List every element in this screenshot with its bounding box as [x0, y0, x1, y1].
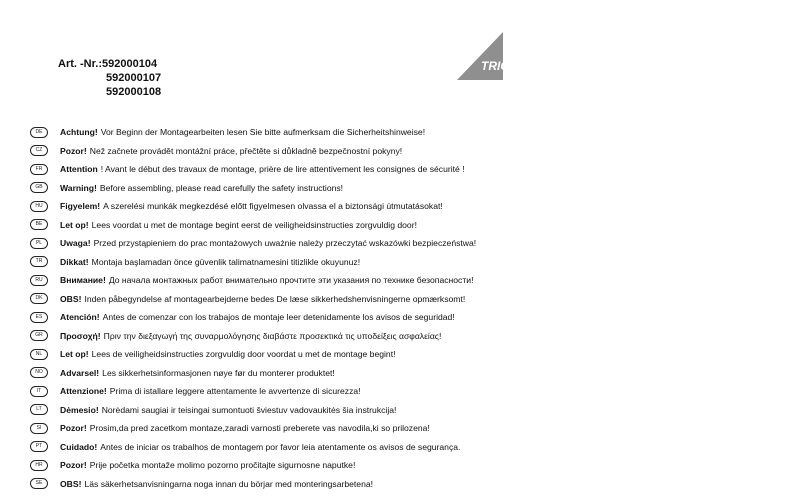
warning-row	[30, 271, 790, 290]
warning-lead: Uwaga!	[60, 238, 91, 249]
country-code-badge: HU	[30, 201, 48, 212]
warning-row	[30, 160, 790, 179]
warning-text: Przed przystąpieniem do prac montażowych uważnie należy przeczytać wskazówki bezpieczeństwa!	[93, 238, 477, 249]
article-number: 592000104	[102, 58, 158, 70]
article-number-row	[58, 57, 161, 71]
warning-lead: Attenzione!	[60, 386, 107, 397]
country-code-badge: TR	[30, 256, 48, 267]
warning-row	[30, 142, 790, 161]
safety-warnings-list	[30, 123, 790, 493]
article-number-row	[58, 71, 161, 85]
warning-row	[30, 401, 790, 420]
warning-text: Prije početka montaže molimo pozorno pročitajte sigurnosne naputke!	[89, 460, 356, 471]
article-number: 592000108	[106, 86, 162, 98]
warning-text: Inden påbegyndelse af montagearbejderne bedes De læse sikkerhedshenvisningerne opmærksomt!	[84, 293, 466, 304]
warning-lead: Figyelem!	[60, 201, 101, 212]
warning-text: Läs säkerhetsanvisningarna noga innan du börjar med monteringsarbetena!	[84, 478, 374, 489]
warning-lead: OBS!	[60, 478, 82, 489]
warning-text: ! Avant le début des travaux de montage, prière de lire attentivement les consignes de sécurité !	[100, 164, 465, 175]
warning-row	[30, 456, 790, 475]
country-code-badge: GB	[30, 182, 48, 193]
country-code-badge: PT	[30, 441, 48, 452]
warning-lead: Let op!	[60, 349, 89, 360]
warning-text: Lees voordat u met de montage begint eerst de veiligheidsinstructies zorgvuldig door!	[91, 219, 417, 230]
warning-row	[30, 253, 790, 272]
warning-row	[30, 345, 790, 364]
warning-text: Les sikkerhetsinformasjonen nøye før du monterer produktet!	[102, 367, 335, 378]
warning-lead: OBS!	[60, 293, 82, 304]
warning-lead: Προσοχή!	[60, 330, 101, 341]
country-code-badge: DE	[30, 127, 48, 138]
warning-row	[30, 216, 790, 235]
warning-text: До начала монтажных работ внимательно прочтите эти указания по технике безопасности!	[108, 275, 474, 286]
warning-row	[30, 327, 790, 346]
warning-row	[30, 197, 790, 216]
warning-lead: Dėmesio!	[60, 404, 99, 415]
country-code-badge: FR	[30, 164, 48, 175]
country-code-badge: CZ	[30, 145, 48, 156]
warning-lead: Dikkat!	[60, 256, 89, 267]
warning-text: Antes de comenzar con los trabajos de montaje leer detenidamente los avisos de seguridad!	[102, 312, 455, 323]
country-code-badge: DK	[30, 293, 48, 304]
warning-lead: Achtung!	[60, 127, 98, 138]
warning-lead: Advarsel!	[60, 367, 100, 378]
warning-text: Prima di istallare leggere attentamente le avvertenze di sicurezza!	[109, 386, 361, 397]
country-code-badge: IT	[30, 386, 48, 397]
warning-text: Πριν την διεξαγωγή της συναρμολόγησης διαβάστε προσεκτικά τις υποδείξεις ασφαλείας!	[103, 330, 442, 341]
country-code-badge: BE	[30, 219, 48, 230]
article-number-label: Art. -Nr.:	[58, 58, 102, 70]
warning-row	[30, 364, 790, 383]
warning-row	[30, 419, 790, 438]
warning-lead: Pozor!	[60, 423, 87, 434]
warning-row	[30, 123, 790, 142]
warning-row	[30, 308, 790, 327]
warning-lead: Warning!	[60, 182, 97, 193]
warning-text: Vor Beginn der Montagearbeiten lesen Sie bitte aufmerksam die Sicherheitshinweise!	[100, 127, 426, 138]
logo-text: TRIO	[481, 59, 510, 73]
warning-row	[30, 179, 790, 198]
warning-row	[30, 475, 790, 494]
warning-row	[30, 438, 790, 457]
country-code-badge: NO	[30, 367, 48, 378]
country-code-badge: SI	[30, 423, 48, 434]
warning-text: Montaja başlamadan önce güvenlik talimatnamesini titizlikle okuyunuz!	[91, 256, 361, 267]
warning-text: A szerelési munkák megkezdésé előtt figyelmesen olvassa el a biztonsági útmutatásokat!	[103, 201, 443, 212]
country-code-badge: NL	[30, 349, 48, 360]
warning-lead: Atención!	[60, 312, 100, 323]
article-number: 592000107	[106, 72, 162, 84]
country-code-badge: ES	[30, 312, 48, 323]
country-code-badge: SE	[30, 478, 48, 489]
warning-text: Lees de veiligheidsinstructies zorgvuldig door voordat u met de montage begint!	[91, 349, 396, 360]
warning-text: Prosim,da pred zacetkom montaze,zaradi varnosti preberete vas navodila,ki so prilozena!	[89, 423, 430, 434]
warning-lead: Pozor!	[60, 145, 87, 156]
warning-row	[30, 234, 790, 253]
warning-lead: Let op!	[60, 219, 89, 230]
warning-lead: Внимание!	[60, 275, 106, 286]
warning-lead: Pozor!	[60, 460, 87, 471]
article-number-row	[58, 85, 161, 99]
country-code-badge: PL	[30, 238, 48, 249]
warning-lead: Cuidado!	[60, 441, 98, 452]
warning-text: Antes de iniciar os trabalhos de montagem por favor leia atentamente os avisos de segurança.	[100, 441, 461, 452]
warning-text: Norėdami saugiai ir teisingai sumontuoti šviestuv vadovaukitės šia instrukcija!	[101, 404, 397, 415]
warning-lead: Attention	[60, 164, 98, 175]
country-code-badge: LT	[30, 404, 48, 415]
country-code-badge: RU	[30, 275, 48, 286]
trio-logo	[455, 30, 527, 82]
country-code-badge: HR	[30, 460, 48, 471]
article-number-block	[58, 57, 161, 99]
warning-text: Než začnete provádět montážní práce, přečtěte si důkladně bezpečnostní pokyny!	[89, 145, 403, 156]
country-code-badge: GR	[30, 330, 48, 341]
warning-row	[30, 290, 790, 309]
warning-text: Before assembling, please read carefully the safety instructions!	[99, 182, 344, 193]
warning-row	[30, 382, 790, 401]
